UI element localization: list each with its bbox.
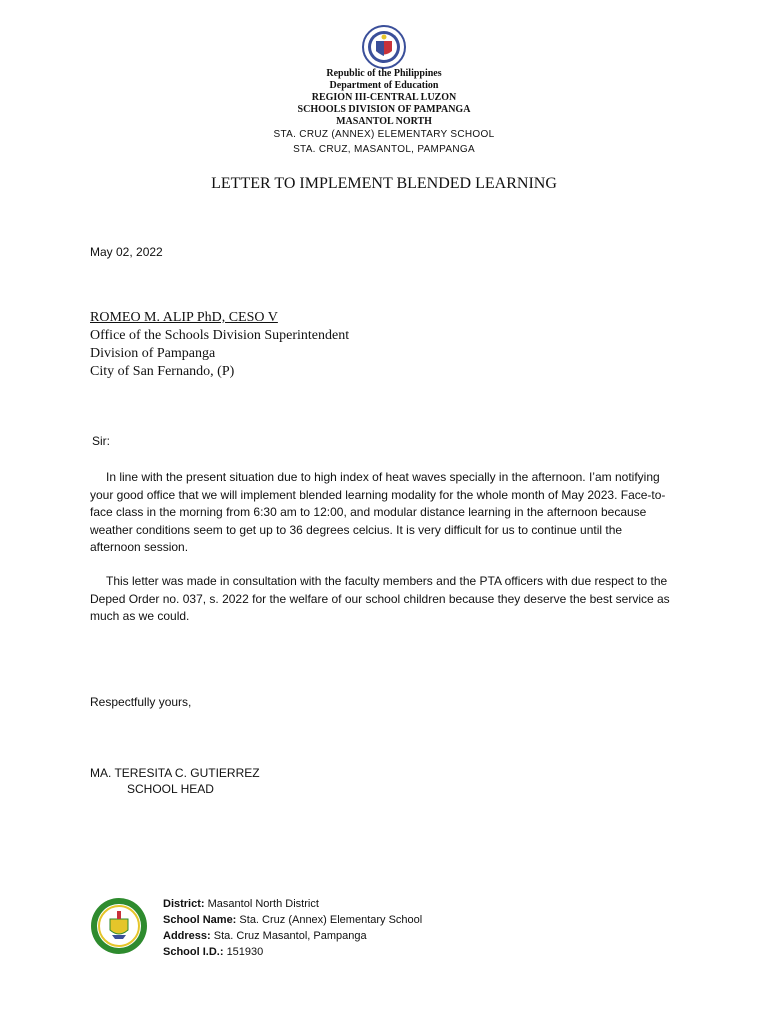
- signatory-name: MA. TERESITA C. GUTIERREZ: [90, 766, 260, 780]
- signatory-position: SCHOOL HEAD: [127, 782, 214, 796]
- salutation: Sir:: [92, 434, 110, 448]
- footer-id-label: School I.D.:: [163, 946, 224, 958]
- footer-school-value: Sta. Cruz (Annex) Elementary School: [239, 914, 423, 926]
- footer-school-name: [163, 914, 422, 926]
- paragraph-1-text: In line with the present situation due to high index of heat waves specially in the afternoon. I’am notifying your good office that we will implement blended learning modality for the whole month of May 2023. Face-to-face class in the morning from 6:30 am to 12:00, and modular distance learning in the afternoon because weather conditions seem to get up to 36 degrees celcius. It is very difficult for us to continue until the afternoon session.: [90, 470, 666, 554]
- footer-district-label: District:: [163, 898, 205, 910]
- paragraph-2: [90, 573, 670, 626]
- school-logo: [90, 897, 148, 955]
- header-department: Department of Education: [329, 80, 439, 91]
- letter-title: LETTER TO IMPLEMENT BLENDED LEARNING: [211, 175, 557, 192]
- deped-seal-logo: [362, 25, 406, 69]
- recipient-division: Division of Pampanga: [90, 346, 216, 361]
- recipient-name: ROMEO M. ALIP PhD, CESO V: [90, 310, 278, 325]
- footer-district-value: Masantol North District: [207, 898, 319, 910]
- closing: Respectfully yours,: [90, 695, 192, 709]
- recipient-city: City of San Fernando, (P): [90, 364, 235, 379]
- footer-school-label: School Name:: [163, 914, 237, 926]
- header-republic: Republic of the Philippines: [326, 68, 442, 79]
- footer-school-id: [163, 946, 263, 958]
- paragraph-1: [90, 469, 670, 557]
- footer-address-label: Address:: [163, 930, 211, 942]
- header-address: STA. CRUZ, MASANTOL, PAMPANGA: [293, 144, 475, 155]
- footer-district: [163, 898, 319, 910]
- footer-id-value: 151930: [226, 946, 264, 958]
- header-division: SCHOOLS DIVISION OF PAMPANGA: [297, 104, 471, 115]
- paragraph-2-text: This letter was made in consultation with the faculty members and the PTA officers with due respect to the Deped Order no. 037, s. 2022 for the welfare of our school children because they deserve the best service as much as we could.: [90, 574, 670, 623]
- letter-date: May 02, 2022: [90, 245, 163, 259]
- footer-address: [163, 930, 367, 942]
- header-district: MASANTOL NORTH: [336, 116, 432, 127]
- recipient-office: Office of the Schools Division Superintendent: [90, 328, 350, 343]
- header-region: REGION III-CENTRAL LUZON: [311, 92, 457, 103]
- footer-address-value: Sta. Cruz Masantol, Pampanga: [213, 930, 367, 942]
- header-school: STA. CRUZ (ANNEX) ELEMENTARY SCHOOL: [273, 129, 495, 140]
